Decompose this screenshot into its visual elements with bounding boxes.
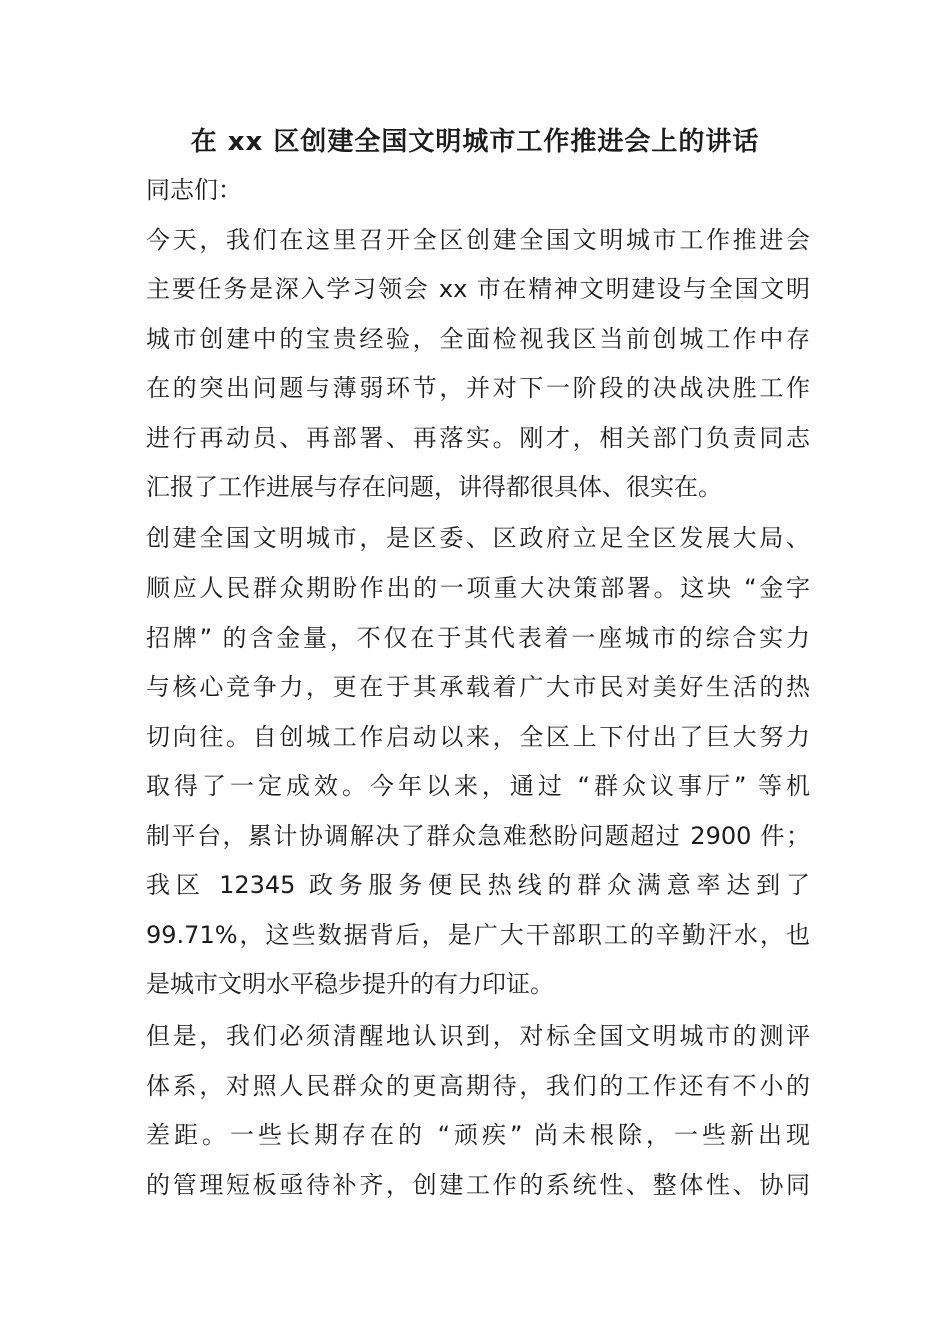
paragraph-line: 顺应人民群众期盼作出的一项重大决策部署。这块 “金字	[146, 574, 810, 602]
paragraph-line: 进行再动员、再部署、再落实。刚才，相关部门负责同志	[146, 424, 810, 452]
document-title: 在 xx 区创建全国文明城市工作推进会上的讲话	[190, 127, 760, 157]
paragraph-line: 取得了一定成效。今年以来，通过 “群众议事厅” 等机	[146, 772, 810, 800]
paragraph-line: 的管理短板亟待补齐，创建工作的系统性、整体性、协同	[146, 1171, 810, 1199]
paragraph-line: 我区 12345 政务服务便民热线的群众满意率达到了	[146, 871, 810, 899]
paragraph-line: 与核心竞争力，更在于其承载着广大市民对美好生活的热	[146, 673, 810, 701]
salutation: 同志们：	[146, 176, 242, 204]
paragraph-line: 体系，对照人民群众的更高期待，我们的工作还有不小的	[146, 1072, 810, 1100]
paragraph-line: 今天，我们在这里召开全区创建全国文明城市工作推进会	[146, 226, 810, 254]
paragraph-line: 在的突出问题与薄弱环节，并对下一阶段的决战决胜工作	[146, 374, 810, 402]
paragraph-line: 制平台，累计协调解决了群众急难愁盼问题超过 2900 件；	[146, 822, 810, 850]
paragraph-line: 创建全国文明城市，是区委、区政府立足全区发展大局、	[146, 524, 810, 552]
paragraph-line: 切向往。自创城工作启动以来，全区上下付出了巨大努力	[146, 723, 810, 751]
paragraph-line: 招牌” 的含金量，不仅在于其代表着一座城市的综合实力	[146, 624, 810, 652]
paragraph-line: 汇报了工作进展与存在问题，讲得都很具体、很实在。	[146, 473, 722, 501]
paragraph-line: 但是，我们必须清醒地认识到，对标全国文明城市的测评	[146, 1022, 810, 1050]
paragraph-line: 主要任务是深入学习领会 xx 市在精神文明建设与全国文明	[146, 275, 810, 303]
paragraph-line: 是城市文明水平稳步提升的有力印证。	[146, 970, 554, 998]
paragraph-line: 差距。一些长期存在的 “顽疾” 尚未根除，一些新出现	[146, 1121, 810, 1149]
paragraph-line: 城市创建中的宝贵经验，全面检视我区当前创城工作中存	[146, 325, 810, 353]
paragraph-line: 99.71%，这些数据背后，是广大干部职工的辛勤汗水，也	[146, 921, 810, 949]
